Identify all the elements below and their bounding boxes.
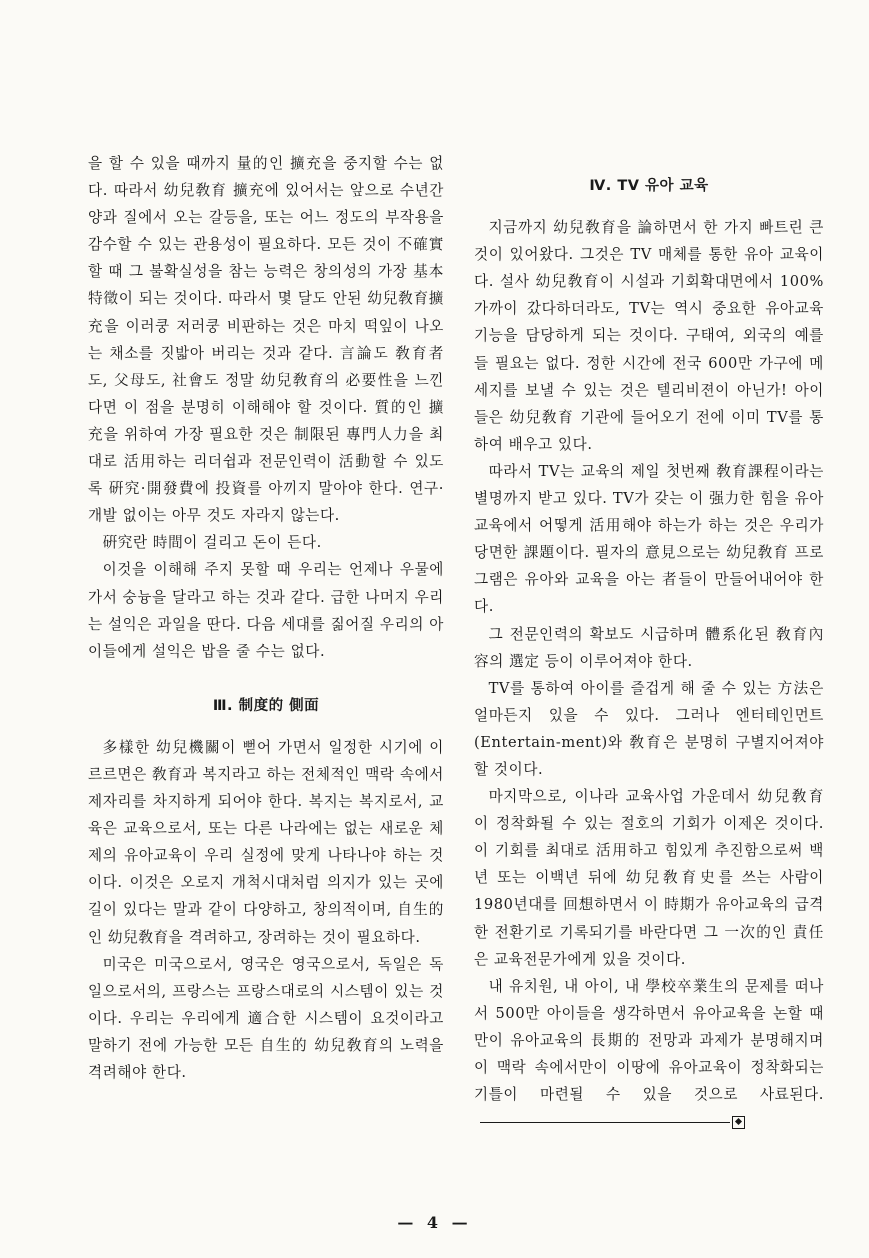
right-column	[474, 173, 824, 1135]
end-rule	[480, 1122, 730, 1123]
paragraph: 을 할 수 있을 때까지 量的인 擴充을 중지할 수는 없다. 따라서 幼兒敎育 擴充에 있어서는 앞으로 수년간 양과 질에서 오는 갈등을, 또는 어느 정도의 부작용을 감수할 수 있는 관용성이 필요하다. 모든 것이 不確實할 때 그 불확실성을 참는 능력은 창의성의 가장 基本 特徵이 되는 것이다. 따라서 몇 달도 안된 幼兒敎育擴充을 이러쿵 저러쿵 비판하는 것은 마치 떡잎이 나오는 채소를 짓밟아 버리는 것과 같다. 言論도 敎育者도, 父母도, 社會도 정말 幼兒敎育의 必要性을 느낀다면 이 점을 분명히 이해해야 할 것이다. 質的인 擴充을 위하여 가장 필요한 것은 制限된 專門人力을 최대로 活用하는 리더쉽과 전문인력이 活動할 수 있도록 硏究·開發費에 投資를 아끼지 말아야 한다. 연구·개발 없이는 아무 것도 자라지 않는다.	[88, 155, 444, 525]
end-mark-icon	[732, 1116, 745, 1129]
paragraph: 마지막으로, 이나라 교육사업 가운데서 幼兒敎育이 정착화될 수 있는 절호의 기회가 이제온 것이다. 이 기회를 최대로 活用하고 힘있게 추진함으로써 백년 또는 이백년 뒤에 幼兒敎育史를 쓰는 사람이 1980년대를 回想하면서 이 時期가 유아교육의 급격한 전환기로 기록되기를 바란다면 그 一次的인 責任은 교육전문가에게 있을 것이다.	[474, 788, 824, 968]
paragraph: 이것을 이해해 주지 못할 때 우리는 언제나 우물에 가서 숭늉을 달라고 하는 것과 같다. 급한 나머지 우리는 설익은 과일을 딴다. 다음 세대를 짊어질 우리의 아이들에게 설익은 밥을 줄 수는 없다.	[88, 561, 444, 660]
section-heading: Ⅲ. 制度的 側面	[212, 697, 320, 714]
paragraph: 미국은 미국으로서, 영국은 영국으로서, 독일은 독일으로서의, 프랑스는 프랑스대로의 시스템이 있는 것이다. 우리는 우리에게 適合한 시스템이 요것이라고 말하기 전에 가능한 모든 自生的 幼兒敎育의 노력을 격려해야 한다.	[88, 955, 444, 1081]
paragraph: 따라서 TV는 교육의 제일 첫번째 敎育課程이라는 별명까지 받고 있다. TV가 갖는 이 强力한 힘을 유아교육에서 어떻게 活用해야 하는가 하는 것은 우리가 당면한 課題이다. 필자의 意見으로는 幼兒敎育 프로그램은 유아와 교육을 아는 者들이 만들어내어야 한다.	[474, 462, 824, 616]
paragraph: TV를 통하여 아이를 즐겁게 해 줄 수 있는 方法은 얼마든지 있을 수 있다. 그러나 엔터테인먼트(Entertain-ment)와 敎育은 분명히 구별지어져야 할 것이다.	[474, 679, 824, 778]
paragraph: 多樣한 幼兒機關이 뻗어 가면서 일정한 시기에 이르르면은 敎育과 복지라고 하는 전체적인 맥락 속에서 제자리를 차지하게 되어야 한다. 복지는 복지로서, 교육은 교육으로서, 또는 다른 나라에는 없는 새로운 체제의 유아교육이 우리 실정에 맞게 나타나야 하는 것이다. 이것은 오로지 개척시대처럼 의지가 있는 곳에 길이 있다는 말과 같이 다양하고, 창의적이며, 自生的인 幼兒敎育을 격려하고, 장려하는 것이 필요하다.	[88, 738, 444, 946]
left-column	[88, 150, 444, 1086]
paragraph: 硏究란 時間이 걸리고 돈이 든다.	[102, 534, 322, 552]
section-heading: Ⅳ. TV 유아 교육	[589, 178, 709, 194]
paragraph: 지금까지 幼兒敎育을 論하면서 한 가지 빠트린 큰 것이 있어왔다. 그것은 TV 매체를 통한 유아 교육이다. 설사 幼兒敎育이 시설과 기회확대면에서 100% 가까이 갔다하더라도, TV는 역시 중요한 유아교육 기능을 담당하게 되는 것이다. 구태여, 외국의 예를 들 필요는 없다. 정한 시간에 전국 600만 가구에 메세지를 보낼 수 있는 것은 텔리비젼이 아닌가! 아이들은 幼兒敎育 기관에 들어오기 전에 이미 TV를 통하여 배우고 있다.	[474, 219, 824, 453]
final-paragraph	[474, 973, 824, 1136]
page-number: — 4 —	[397, 1213, 472, 1232]
paragraph-text: 내 유치원, 내 아이, 내 學校卒業生의 문제를 떠나서 500만 아이들을 생각하면서 유아교육을 논할 때만이 유아교육의 長期的 전망과 과제가 분명해지며 이 맥락 속에서만이 이땅에 유아교육이 정착화되는 기틀이 마련될 수 있을 것으로 사료된다.	[474, 977, 824, 1104]
paragraph: 그 전문인력의 확보도 시급하며 體系化된 敎育內容의 選定 등이 이루어져야 한다.	[474, 625, 824, 670]
